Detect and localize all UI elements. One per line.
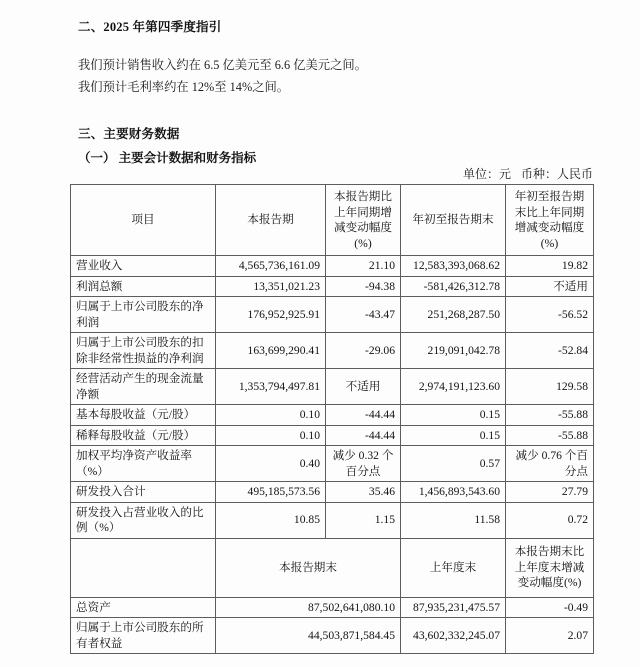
table-row	[71, 256, 594, 277]
row-item: 总资产	[71, 597, 216, 618]
table-row	[71, 297, 594, 333]
balance-header-item	[71, 538, 216, 597]
row-period-end: 44,503,871,584.45	[216, 618, 401, 654]
row-item: 研发投入占营业收入的比例（%）	[71, 502, 216, 538]
row-item: 研发投入合计	[71, 482, 216, 503]
row-ytd: 0.57	[401, 446, 506, 482]
row-ytd-change: -55.88	[506, 405, 594, 426]
row-last-year-end: 87,935,231,475.57	[401, 597, 506, 618]
row-item: 经营活动产生的现金流量净额	[71, 369, 216, 405]
table-row	[71, 618, 594, 654]
balance-header-row	[71, 538, 594, 597]
row-ytd-change: -52.84	[506, 333, 594, 369]
row-ytd: 219,091,042.78	[401, 333, 506, 369]
row-change: -29.06	[326, 333, 401, 369]
row-current: 10.85	[216, 502, 326, 538]
header-ytd-change: 年初至报告期末比上年同期增减变动幅度(%)	[506, 185, 594, 256]
row-item: 利润总额	[71, 276, 216, 297]
unit-label: 单位：元	[462, 167, 511, 181]
table-row	[71, 502, 594, 538]
row-ytd-change: 减少 0.76 个百分点	[506, 446, 594, 482]
row-item: 稀释每股收益（元/股）	[71, 425, 216, 446]
row-ytd: -581,426,312.78	[401, 276, 506, 297]
row-item: 营业收入	[71, 256, 216, 277]
currency-label: 币种：人民币	[520, 167, 593, 181]
row-item: 归属于上市公司股东的扣除非经常性损益的净利润	[71, 333, 216, 369]
row-change: -44.44	[326, 425, 401, 446]
row-change: -44.44	[326, 405, 401, 426]
row-ytd-change: 27.79	[506, 482, 594, 503]
guidance-revenue-line: 我们预计销售收入约在 6.5 亿美元至 6.6 亿美元之间。	[78, 58, 367, 72]
section-3-heading: 三、主要财务数据	[78, 127, 180, 141]
balance-header-change: 本报告期末比上年度末增减变动幅度(%)	[506, 538, 594, 597]
row-ytd: 1,456,893,543.60	[401, 482, 506, 503]
header-item: 项目	[71, 185, 216, 256]
row-item: 加权平均净资产收益率（%）	[71, 446, 216, 482]
row-period-end: 87,502,641,080.10	[216, 597, 401, 618]
row-change: 1.15	[326, 502, 401, 538]
header-current-period: 本报告期	[216, 185, 326, 256]
table-row	[71, 425, 594, 446]
row-item: 归属于上市公司股东的所有者权益	[71, 618, 216, 654]
section-3-sub-heading: （一） 主要会计数据和财务指标	[78, 151, 257, 165]
row-current: 4,565,736,161.09	[216, 256, 326, 277]
table-row	[71, 482, 594, 503]
table-row	[71, 597, 594, 618]
table-row	[71, 333, 594, 369]
row-item: 归属于上市公司股东的净利润	[71, 297, 216, 333]
row-current: 495,185,573.56	[216, 482, 326, 503]
row-ytd: 251,268,287.50	[401, 297, 506, 333]
section-2-heading: 二、2025 年第四季度指引	[78, 20, 222, 34]
row-ytd: 12,583,393,068.62	[401, 256, 506, 277]
row-change: 21.10	[326, 256, 401, 277]
row-ytd-change: 129.58	[506, 369, 594, 405]
balance-header-period-end: 本报告期末	[216, 538, 401, 597]
row-change: 不适用	[326, 369, 401, 405]
row-ytd: 0.15	[401, 425, 506, 446]
header-ytd: 年初至报告期末	[401, 185, 506, 256]
table-row	[71, 369, 594, 405]
row-ytd-change: 19.82	[506, 256, 594, 277]
table-header-row	[71, 185, 594, 256]
row-current: 13,351,021.23	[216, 276, 326, 297]
table-row	[71, 446, 594, 482]
table-row	[71, 276, 594, 297]
row-current: 0.10	[216, 425, 326, 446]
row-ytd-change: -55.88	[506, 425, 594, 446]
row-ytd-change: 不适用	[506, 276, 594, 297]
row-ytd: 0.15	[401, 405, 506, 426]
row-current: 163,699,290.41	[216, 333, 326, 369]
row-ytd-change: -56.52	[506, 297, 594, 333]
row-change: 减少 0.32 个百分点	[326, 446, 401, 482]
row-ytd: 11.58	[401, 502, 506, 538]
row-current: 0.10	[216, 405, 326, 426]
row-change: 2.07	[506, 618, 594, 654]
row-last-year-end: 43,602,332,245.07	[401, 618, 506, 654]
guidance-gross-margin-line: 我们预计毛利率约在 12%至 14%之间。	[78, 80, 290, 94]
row-change: -0.49	[506, 597, 594, 618]
row-current: 176,952,925.91	[216, 297, 326, 333]
row-ytd: 2,974,191,123.60	[401, 369, 506, 405]
row-ytd-change: 0.72	[506, 502, 594, 538]
row-change: 35.46	[326, 482, 401, 503]
balance-header-last-year-end: 上年度末	[401, 538, 506, 597]
financial-data-table	[70, 184, 594, 654]
unit-currency-line	[0, 165, 593, 182]
header-current-period-change: 本报告期比上年同期增减变动幅度(%)	[326, 185, 401, 256]
row-item: 基本每股收益（元/股）	[71, 405, 216, 426]
row-change: -94.38	[326, 276, 401, 297]
row-current: 1,353,794,497.81	[216, 369, 326, 405]
table-row	[71, 405, 594, 426]
row-current: 0.40	[216, 446, 326, 482]
row-change: -43.47	[326, 297, 401, 333]
